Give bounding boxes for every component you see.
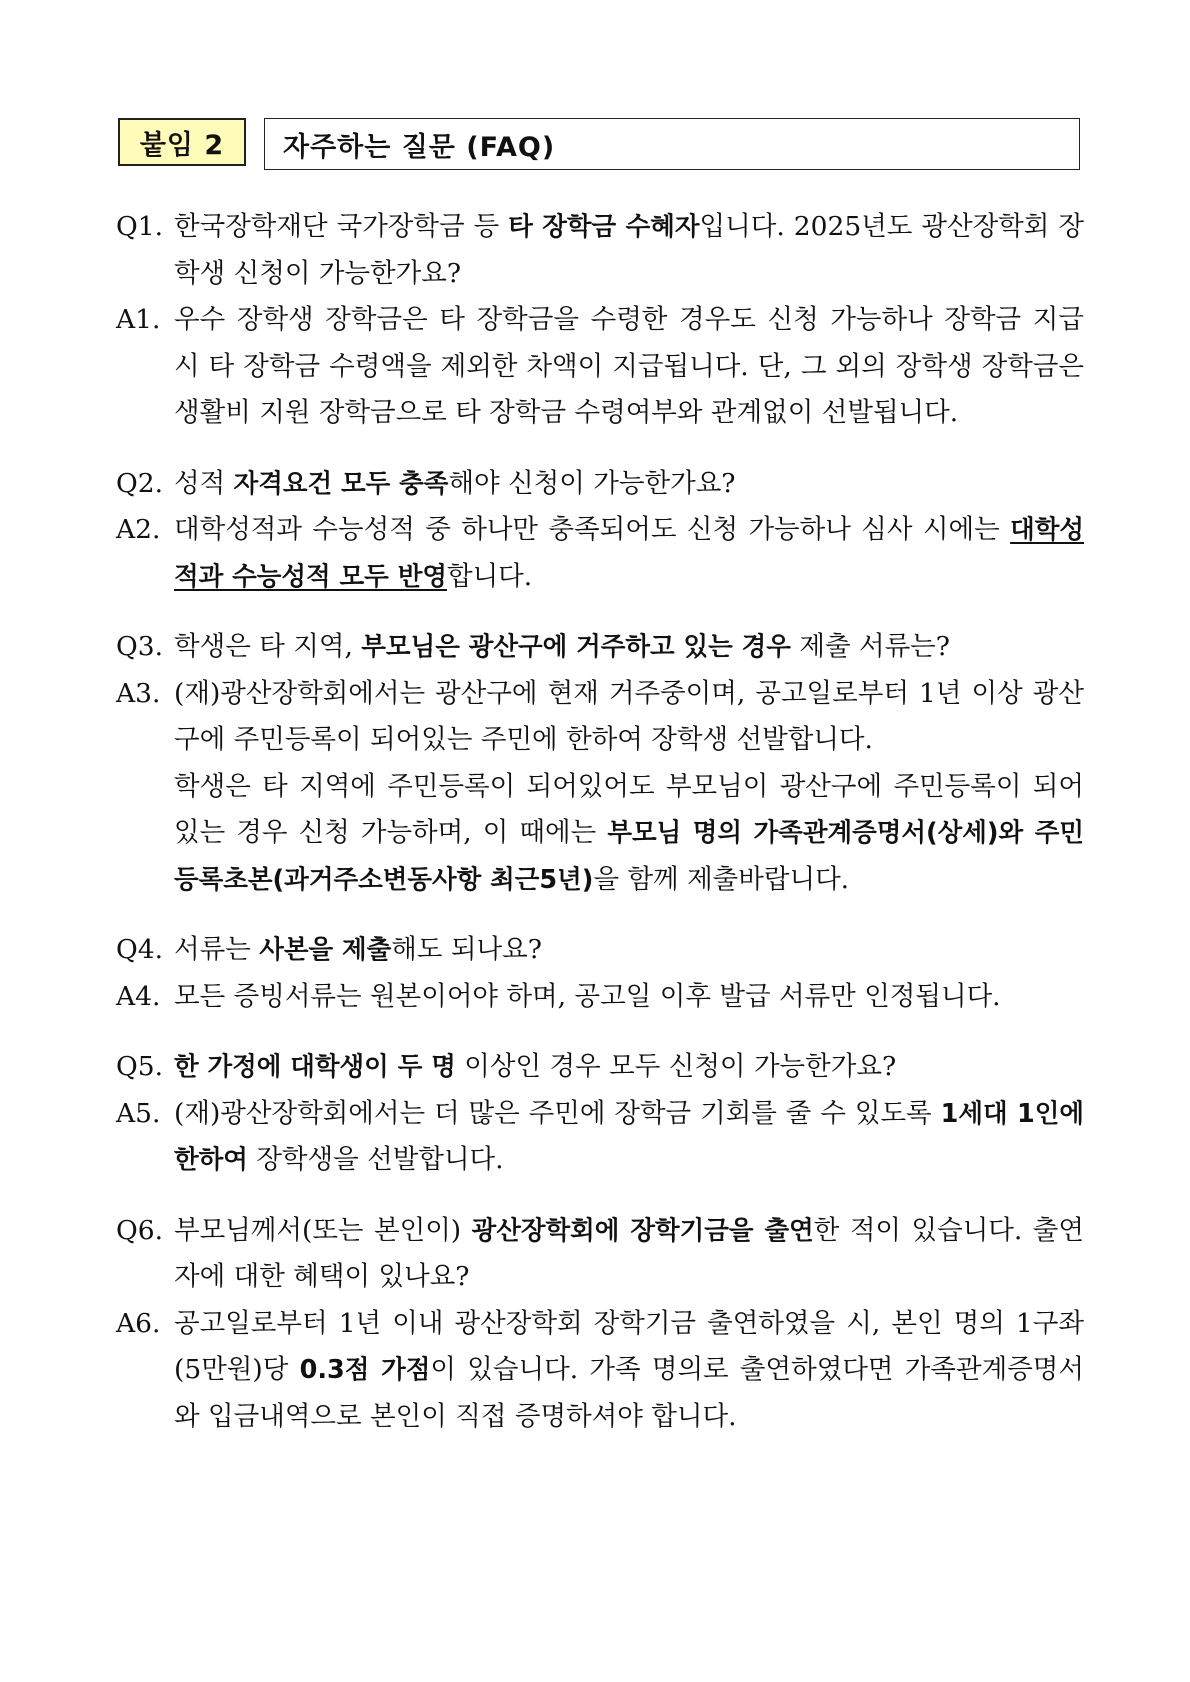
- answer-text: [174, 507, 1084, 600]
- text-run: 모든 증빙서류는 원본이어야 하며, 공고일 이후 발급 서류만 인정됩니다.: [174, 980, 1001, 1012]
- text-run: 한국장학재단 국가장학금 등: [174, 211, 509, 242]
- text-run: 한 적이 있습니다. 출연자에 대한 혜택이 있나요?: [174, 1214, 1085, 1292]
- bold-text: 부모님은 광산구에 거주하고 있는 경우: [361, 632, 791, 662]
- answer: [116, 1091, 1084, 1184]
- text-run: 을 함께 제출바랍니다.: [593, 863, 850, 895]
- bold-text: 자격요건 모두 충족: [233, 468, 449, 499]
- bold-text: 부모님 명의 가족관계증명서(상세)와 주민등록초본(과거주소변동사항 최근5년): [174, 818, 1084, 895]
- question: [116, 1208, 1084, 1301]
- answer-indent: [116, 764, 174, 904]
- faq-item: [116, 1208, 1084, 1441]
- faq-item: [116, 1044, 1084, 1184]
- text-run: 서류는: [174, 934, 260, 965]
- faq-item: [116, 461, 1084, 601]
- text-run: 부모님께서(또는 본인이): [174, 1214, 472, 1246]
- answer-continued-text: [174, 764, 1084, 904]
- text-run: (재)광산장학회에서는 광산구에 현재 거주중이며, 공고일로부터 1년 이상 광산구에 주민등록이 되어있는 주민에 한하여 장학생 선발합니다.: [174, 677, 1084, 755]
- question-label: Q5.: [116, 1051, 164, 1082]
- spacer: [116, 437, 1084, 461]
- text-run: 성적: [174, 467, 234, 499]
- question-text: [174, 204, 1084, 297]
- faq-item: [116, 624, 1084, 903]
- bold-text: 1세대 1인에 한하여: [174, 1098, 1084, 1175]
- question-text: [174, 461, 1084, 508]
- page-title: 자주하는 질문 (FAQ): [264, 118, 1080, 170]
- answer-label: A4.: [116, 980, 161, 1012]
- question-text: [174, 927, 1084, 974]
- answer-text: [174, 671, 1084, 764]
- question: [116, 624, 1084, 671]
- text-run: 합니다.: [446, 560, 533, 592]
- text-run: 이 있습니다. 가족 명의로 출연하였다면 가족관계증명서와 입금내역으로 본인이 직접 증명하셔야 합니다.: [174, 1354, 1084, 1432]
- question-text: [174, 1208, 1084, 1301]
- attachment-header: [118, 118, 1080, 170]
- question: [116, 1044, 1084, 1091]
- question: [116, 204, 1084, 297]
- question-label: Q6.: [116, 1214, 164, 1246]
- question-label: Q4.: [116, 934, 164, 965]
- bold-text: 광산장학회에 장학기금을 출연: [471, 1215, 814, 1246]
- answer-text: [174, 1091, 1084, 1184]
- question-label: Q3.: [116, 631, 164, 662]
- text-run: 공고일로부터 1년 이내 광산장학회 장학기금 출연하였을 시, 본인 명의 1구좌(5만원)당: [174, 1307, 1084, 1385]
- text-run: 학생은 타 지역,: [174, 631, 362, 662]
- spacer: [116, 903, 1084, 927]
- text-run: 제출 서류는?: [790, 631, 950, 662]
- faq-list: [116, 204, 1084, 1440]
- answer-label: A6.: [116, 1307, 161, 1339]
- bold-text: 사본을 제출: [259, 935, 392, 965]
- answer: [116, 297, 1084, 437]
- spacer: [116, 600, 1084, 624]
- text-run: 해야 신청이 가능한가요?: [448, 467, 736, 499]
- text-run: 해도 되나요?: [391, 934, 542, 965]
- question: [116, 927, 1084, 974]
- faq-item: [116, 204, 1084, 437]
- question-label: Q2.: [116, 467, 164, 499]
- spacer: [116, 1020, 1084, 1044]
- faq-item: [116, 927, 1084, 1020]
- answer-label: A2.: [116, 514, 161, 545]
- question-text: [174, 624, 1084, 671]
- text-run: 입니다. 2025년도 광산장학회 장학생 신청이 가능한가요?: [174, 211, 1084, 289]
- answer: [116, 974, 1084, 1021]
- question-text: [174, 1044, 1084, 1091]
- attachment-tag: 붙임 2: [118, 118, 246, 166]
- question-label: Q1.: [116, 211, 164, 242]
- answer-text: [174, 1301, 1084, 1441]
- text-run: 장학생을 선발합니다.: [247, 1144, 504, 1175]
- answer-label: A3.: [116, 677, 161, 709]
- text-run: 학생은 타 지역에 주민등록이 되어있어도 부모님이 광산구에 주민등록이 되어있는 경우 신청 가능하며, 이 때에는: [174, 770, 1084, 848]
- bold-text: 타 장학금 수혜자: [508, 212, 700, 242]
- question: [116, 461, 1084, 508]
- answer-label: A5.: [116, 1097, 161, 1129]
- text-run: (재)광산장학회에서는 더 많은 주민에 장학금 기회를 줄 수 있도록: [174, 1097, 941, 1129]
- answer-continued: [116, 764, 1084, 904]
- bold-text: 0.3점 가점: [299, 1355, 431, 1385]
- answer: [116, 507, 1084, 600]
- answer-text: [174, 974, 1084, 1021]
- underlined-bold-text: 대학성적과 수능성적 모두 반영: [174, 515, 1084, 592]
- answer-label: A1.: [116, 304, 161, 335]
- answer: [116, 1301, 1084, 1441]
- text-run: 우수 장학생 장학금은 타 장학금을 수령한 경우도 신청 가능하나 장학금 지급 시 타 장학금 수령액을 제외한 차액이 지급됩니다. 단, 그 외의 장학생 장학금은 생활비 지원 장학금으로 타 장학금 수령여부와 관계없이 선발됩니다.: [174, 304, 1084, 428]
- spacer: [116, 1184, 1084, 1208]
- answer: [116, 671, 1084, 764]
- text-run: 대학성적과 수능성적 중 하나만 충족되어도 신청 가능하나 심사 시에는: [174, 514, 1011, 545]
- bold-text: 한 가정에 대학생이 두 명: [174, 1052, 456, 1082]
- text-run: 이상인 경우 모두 신청이 가능한가요?: [455, 1051, 897, 1082]
- answer-text: [174, 297, 1084, 437]
